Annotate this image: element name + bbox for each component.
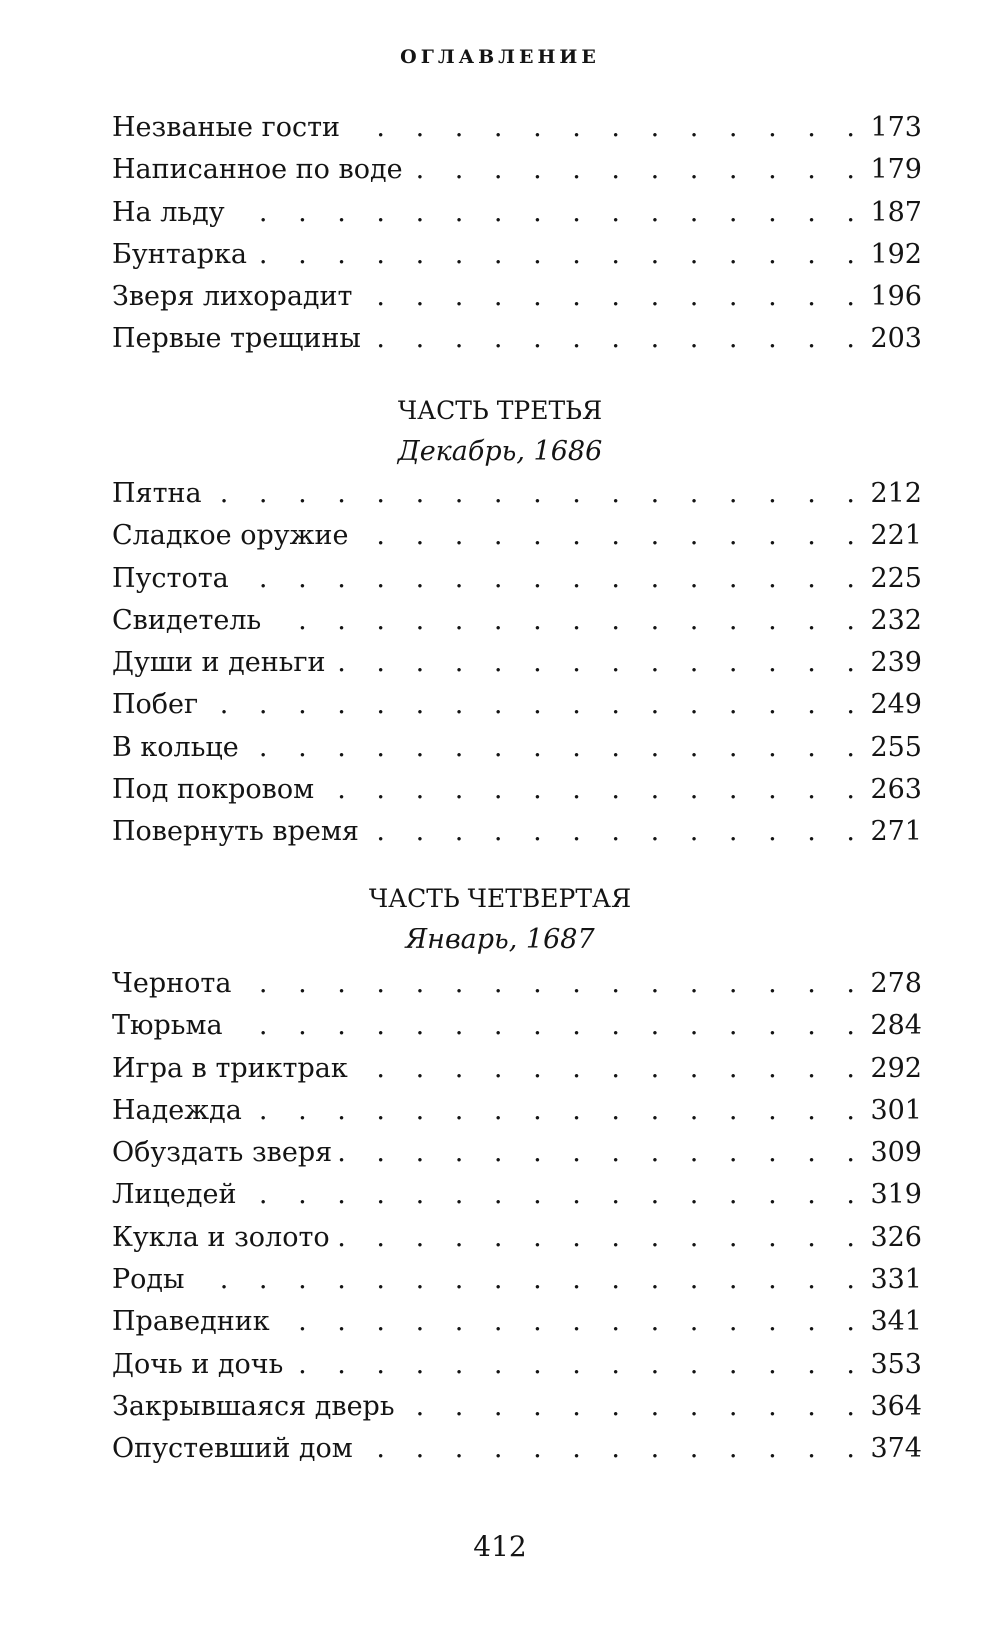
dot-leader [204, 684, 866, 726]
toc-entry-page: 212 [870, 478, 922, 509]
toc-entry [112, 811, 922, 853]
toc-entry-title: Души и деньги [112, 647, 326, 679]
part-four-date: Январь, 1687 [405, 924, 595, 955]
toc-entry-page: 192 [870, 238, 922, 270]
toc-entry-page: 203 [870, 323, 922, 355]
toc-entry-title: Написанное по воде [112, 154, 403, 186]
toc-entry [112, 1386, 922, 1428]
toc-entry-page: 284 [870, 1010, 922, 1042]
toc-entry-page: 271 [870, 816, 922, 848]
toc-entry-page: 221 [870, 520, 922, 552]
dot-leader [332, 642, 866, 684]
toc-entry-page: 301 [870, 1094, 922, 1126]
toc-entry [112, 1301, 922, 1343]
toc-entry [112, 1217, 922, 1259]
toc-entry [112, 963, 922, 1005]
toc-entry-page: 278 [870, 968, 922, 999]
dot-leader [237, 963, 866, 1005]
toc-entry-title: Закрывшаяся дверь [112, 1390, 395, 1422]
dot-leader [365, 811, 866, 853]
part-four-heading: ЧАСТЬ ЧЕТВЕРТАЯ [368, 884, 632, 913]
toc-entry-page: 331 [870, 1264, 922, 1296]
toc-entry-title: Опустевший дом [112, 1433, 353, 1465]
toc-entry-title: Чернота [112, 968, 232, 999]
dot-leader [409, 149, 866, 191]
toc-entry [112, 276, 922, 318]
toc-entry [112, 1259, 922, 1301]
toc-entry-title: Тюрьма [112, 1010, 223, 1042]
toc-entry-title: Праведник [112, 1306, 270, 1338]
toc-entry-title: Кукла и золото [112, 1221, 330, 1253]
dot-leader [354, 515, 866, 557]
toc-entry-page: 326 [870, 1221, 922, 1253]
toc-entry-title: Сладкое оружие [112, 520, 349, 552]
toc-entry-title: Зверя лихорадит [112, 281, 353, 313]
toc-entry-title: На льду [112, 196, 225, 228]
toc-entry-page: 232 [870, 604, 922, 636]
toc-entry [112, 769, 922, 811]
toc-entry [112, 473, 922, 515]
dot-leader [358, 276, 866, 318]
toc-entry-page: 364 [870, 1390, 922, 1422]
dot-leader [320, 769, 866, 811]
dot-leader [346, 107, 866, 149]
toc-entry [112, 318, 922, 360]
toc-entry [112, 1048, 922, 1090]
toc-entry-page: 255 [870, 731, 922, 763]
toc-entry [112, 684, 922, 726]
dot-leader [354, 1048, 866, 1090]
running-head: ОГЛАВЛЕНИЕ [400, 46, 600, 68]
toc-entry [112, 234, 922, 276]
toc-entry [112, 558, 922, 600]
toc-entry [112, 192, 922, 234]
toc-entry [112, 1174, 922, 1216]
dot-leader [245, 727, 866, 769]
toc-entry [112, 727, 922, 769]
toc-entry-page: 309 [870, 1137, 922, 1169]
toc-entry-page: 341 [870, 1306, 922, 1338]
dot-leader [401, 1386, 866, 1428]
toc-entry-page: 249 [870, 689, 922, 721]
dot-leader [367, 318, 866, 360]
toc-entry-page: 187 [870, 196, 922, 228]
toc-entry-title: Незваные гости [112, 112, 341, 143]
toc-entry-page: 225 [870, 562, 922, 594]
dot-leader [248, 1090, 866, 1132]
dot-leader [253, 234, 866, 276]
dot-leader [338, 1132, 866, 1174]
toc-entry-title: Побег [112, 689, 199, 721]
toc-entry-page: 263 [870, 774, 922, 806]
toc-entry [112, 642, 922, 684]
toc-entry-title: Под покровом [112, 774, 315, 806]
dot-leader [242, 1174, 866, 1216]
toc-entry-title: Пятна [112, 478, 202, 509]
dot-leader [289, 1344, 866, 1386]
toc-entry [112, 107, 922, 149]
toc-entry [112, 1344, 922, 1386]
toc-entry-page: 173 [870, 112, 922, 143]
toc-entry-title: Бунтарка [112, 238, 248, 270]
toc-entry-page: 319 [870, 1179, 922, 1211]
dot-leader [235, 558, 866, 600]
toc-entry-title: Обуздать зверя [112, 1137, 333, 1169]
toc-list-part-four [112, 963, 922, 1471]
toc-entry-title: В кольце [112, 731, 239, 763]
toc-entry [112, 1132, 922, 1174]
part-three-date: Декабрь, 1686 [397, 436, 603, 467]
toc-entry-title: Роды [112, 1264, 185, 1296]
part-three-heading: ЧАСТЬ ТРЕТЬЯ [397, 396, 603, 425]
toc-list-continued [112, 107, 922, 361]
toc-entry-page: 292 [870, 1052, 922, 1084]
toc-entry-page: 239 [870, 647, 922, 679]
toc-entry-title: Лицедей [112, 1179, 237, 1211]
toc-entry-title: Пустота [112, 562, 229, 594]
toc-entry [112, 1005, 922, 1047]
dot-leader [231, 192, 866, 234]
toc-entry-title: Дочь и дочь [112, 1348, 284, 1380]
toc-entry-title: Игра в триктрак [112, 1052, 348, 1084]
toc-entry [112, 1090, 922, 1132]
page-number: 412 [473, 1530, 527, 1563]
dot-leader [208, 473, 866, 515]
dot-leader [276, 1301, 866, 1343]
toc-entry-page: 353 [870, 1348, 922, 1380]
toc-entry-page: 196 [870, 281, 922, 313]
toc-list-part-three [112, 473, 922, 854]
toc-entry [112, 515, 922, 557]
toc-entry-title: Повернуть время [112, 816, 359, 848]
dot-leader [229, 1005, 866, 1047]
toc-entry [112, 600, 922, 642]
dot-leader [267, 600, 866, 642]
dot-leader [336, 1217, 866, 1259]
toc-entry [112, 149, 922, 191]
toc-entry-title: Первые трещины [112, 323, 361, 355]
toc-entry-page: 374 [870, 1433, 922, 1465]
toc-entry-page: 179 [870, 154, 922, 186]
toc-entry-title: Надежда [112, 1094, 242, 1126]
toc-entry [112, 1428, 922, 1470]
dot-leader [191, 1259, 866, 1301]
dot-leader [359, 1428, 866, 1470]
toc-entry-title: Свидетель [112, 604, 262, 636]
